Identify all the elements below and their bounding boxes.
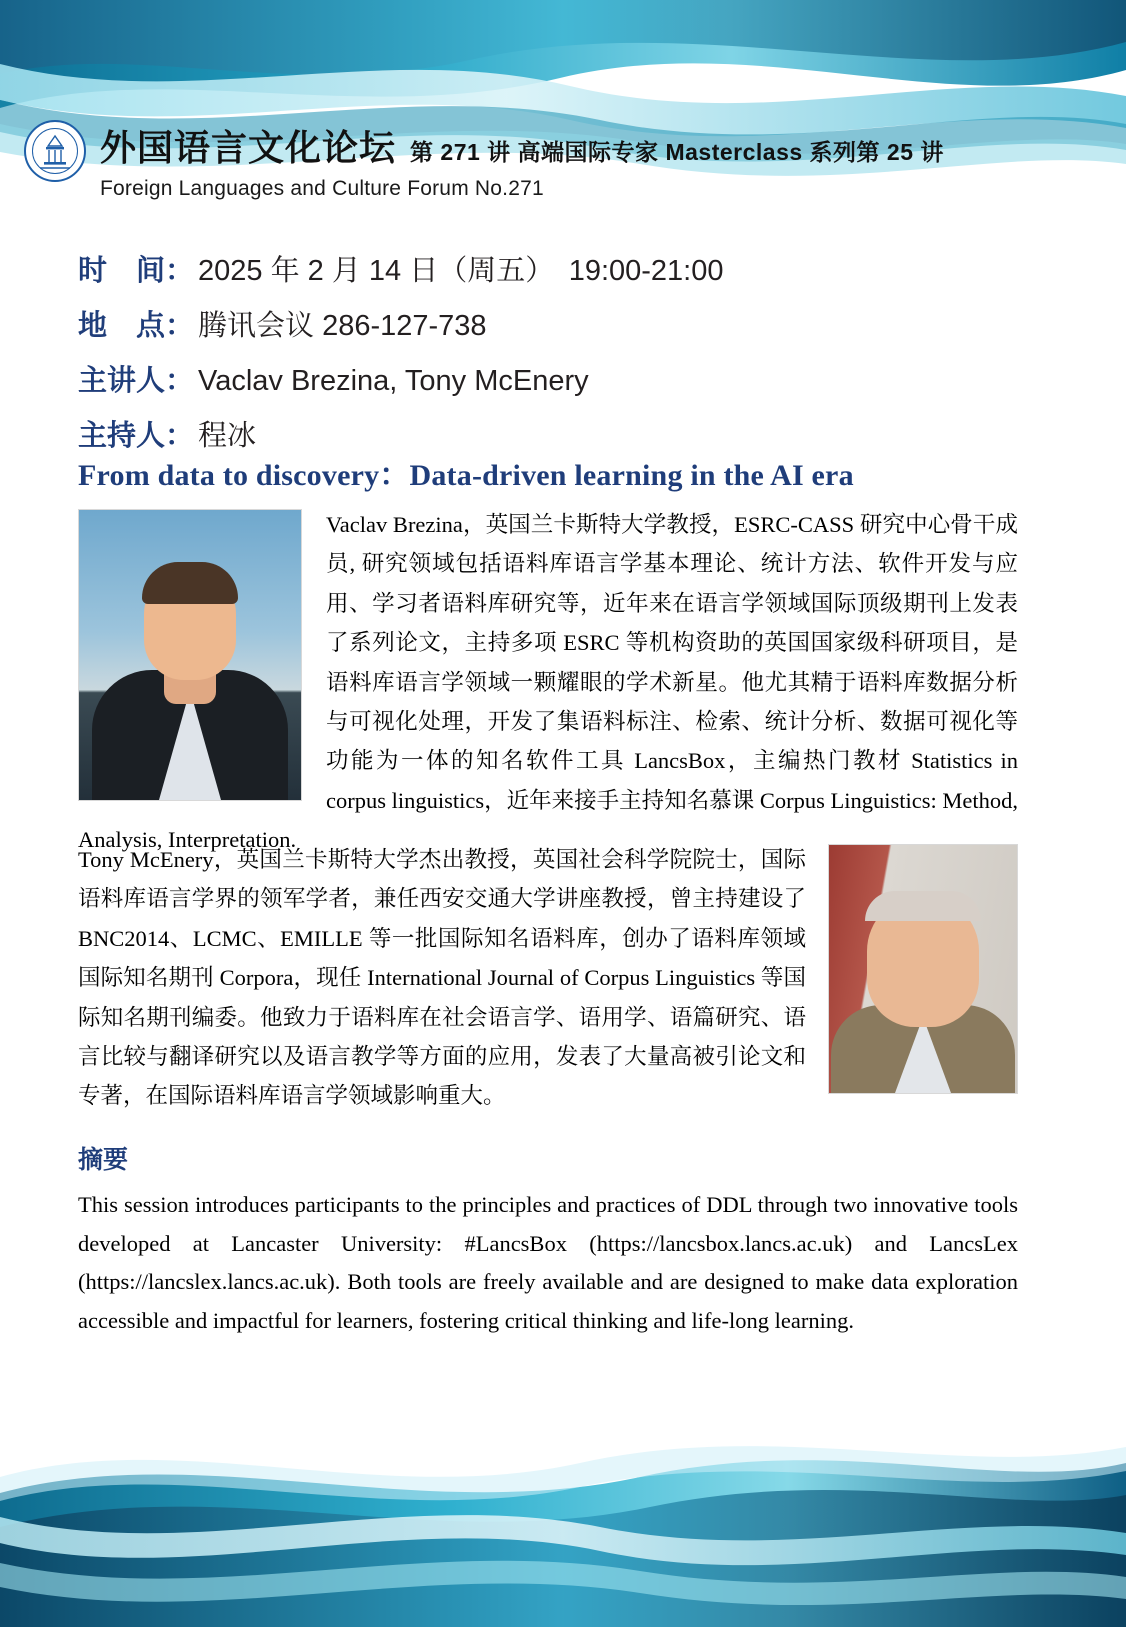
- info-row-speaker: [78, 358, 1078, 399]
- speaker-block-mcenery: [78, 840, 1018, 1116]
- info-value-host: 程冰: [198, 420, 257, 452]
- abstract-section: [78, 1140, 1018, 1341]
- bottom-wave-decoration: [0, 1367, 1126, 1627]
- event-info-block: [78, 248, 1078, 468]
- info-value-speaker: Vaclav Brezina, Tony McEnery: [198, 365, 589, 397]
- forum-header: [24, 118, 1104, 201]
- talk-title: From data to discovery：Data-driven learning in the AI era: [78, 459, 854, 492]
- info-row-location: [78, 303, 1078, 344]
- portrait-vaclav-brezina: [78, 509, 302, 801]
- speaker-bio-brezina: Vaclav Brezina，英国兰卡斯特大学教授，ESRC-CASS 研究中心骨干成员, 研究领域包括语料库语言学基本理论、统计方法、软件开发与应用、学习者语料库研究等，近年来在语言学领域国际顶级期刊上发表了系列论文，主持多项 ESRC 等机构资助的英国国家级科研项目，是语料库语言学领域一颗耀眼的学术新星。他尤其精于语料库数据分析与可视化处理，开发了集语料标注、检索、统计分析、数据可视化等功能为一体的知名软件工具 LancsBox，主编热门教材 Statistics in corpus linguistics，近年来接手主持知名慕课 Corpus Linguistics: Method, Analysis, Interpretation.: [78, 512, 1018, 852]
- abstract-heading: 摘要: [78, 1146, 129, 1174]
- info-value-time: 2025 年 2 月 14 日（周五） 19:00-21:00: [198, 255, 724, 287]
- speaker-block-brezina: [78, 505, 1018, 859]
- forum-title-cn: 外国语言文化论坛: [100, 127, 397, 168]
- xjtu-seal-logo-icon: [24, 120, 86, 182]
- portrait-tony-mcenery: [828, 844, 1018, 1094]
- abstract-body: This session introduces participants to the principles and practices of DDL through two innovative tools developed at Lancaster University: #LancsBox (https://lancsbox.lancs.ac.uk) and LancsLex (https://lancslex.lancs.ac.uk). Both tools are freely available and are designed to make data exploration accessible and impactful for learners, fostering critical thinking and life-long learning.: [78, 1192, 1018, 1334]
- info-label-time: 时 间：: [78, 255, 195, 287]
- forum-title-en: Foreign Languages and Culture Forum No.271: [100, 177, 544, 200]
- info-value-location: 腾讯会议 286-127-738: [198, 310, 487, 342]
- forum-subtitle-cn: 第 271 讲 高端国际专家 Masterclass 系列第 25 讲: [410, 139, 944, 165]
- info-label-host: 主持人：: [78, 420, 195, 452]
- speaker-bio-mcenery: Tony McEnery，英国兰卡斯特大学杰出教授，英国社会科学院院士，国际语料库语言学界的领军学者，兼任西安交通大学讲座教授，曾主持建设了 BNC2014、LCMC、EMILLE 等一批国际知名语料库，创办了语料库领域国际知名期刊 Corpora，现任 International Journal of Corpus Linguistics 等国际知名期刊编委。他致力于语料库在社会语言学、语用学、语篇研究、语言比较与翻译研究以及语言教学等方面的应用，发表了大量高被引论文和专著，在国际语料库语言学领域影响重大。: [78, 847, 806, 1109]
- info-label-location: 地 点：: [78, 310, 195, 342]
- info-label-speaker: 主讲人：: [78, 365, 195, 397]
- info-row-host: [78, 413, 1078, 454]
- info-row-time: [78, 248, 1078, 289]
